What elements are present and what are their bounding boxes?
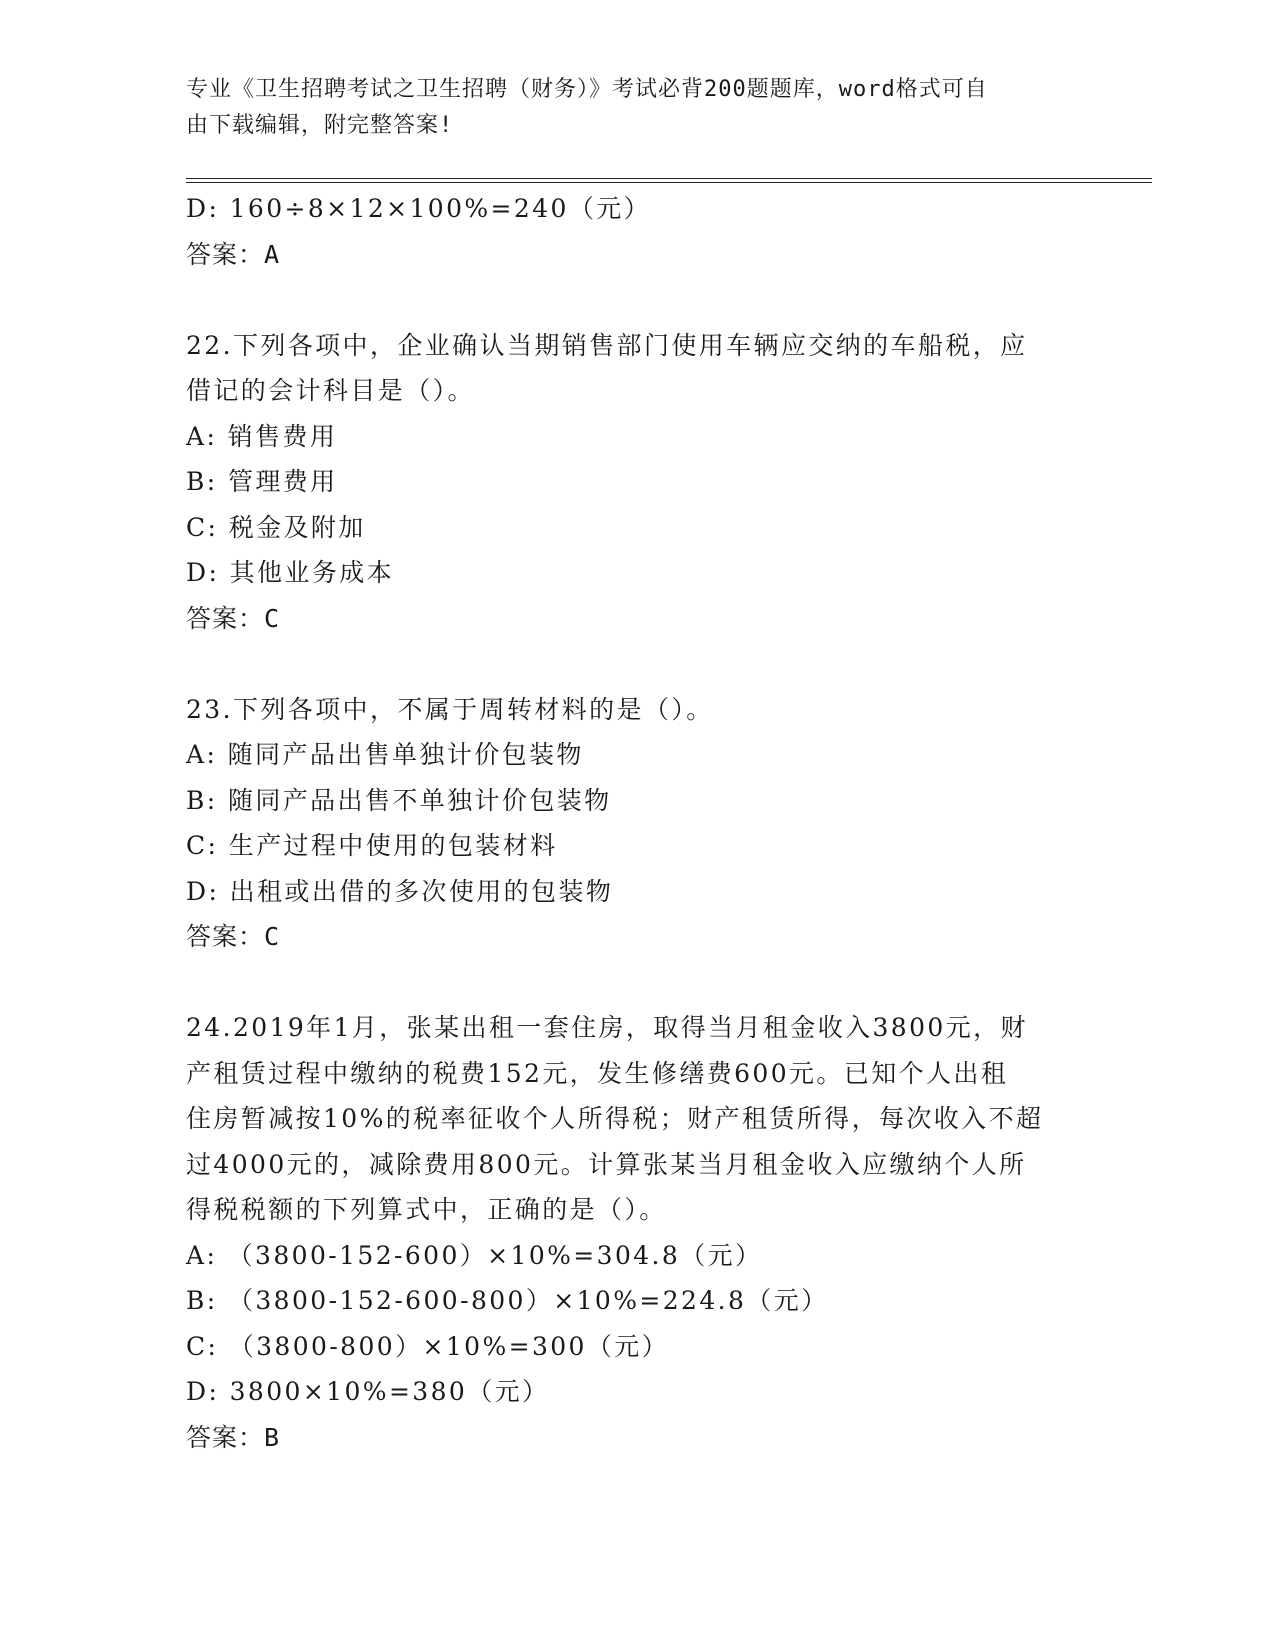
q22-option-d: D: 其他业务成本: [186, 558, 395, 587]
q23-answer: 答案：C: [186, 922, 281, 951]
q24-stem-line-4: 过4000元的，减除费用800元。计算张某当月租金收入应缴纳个人所: [186, 1149, 1027, 1179]
q22-answer: 答案：C: [186, 603, 281, 633]
header-divider-top: [186, 178, 1152, 179]
question-list: [186, 186, 1086, 1460]
q23-option-b: B: 随同产品出售不单独计价包装物: [186, 785, 612, 815]
q23-option-c: C: 生产过程中使用的包装材料: [186, 831, 558, 860]
q23-option-a: A: 随同产品出售单独计价包装物: [186, 740, 584, 769]
header-line-1: 专业《卫生招聘考试之卫生招聘（财务）》考试必背200题题库，word格式可自: [186, 77, 988, 102]
q24-option-a: A: （3800-152-600）×10%=304.8（元）: [186, 1240, 763, 1270]
header-line-2: 由下载编辑，附完整答案!: [186, 113, 454, 138]
q24-answer: 答案：B: [186, 1422, 281, 1452]
q24-stem-line-5: 得税税额的下列算式中，正确的是（）。: [186, 1195, 667, 1224]
spacer: [186, 641, 1086, 687]
spacer: [186, 960, 1086, 1006]
question-23: [186, 687, 1086, 960]
document-header: [186, 72, 1066, 144]
q23-stem-line-1: 23.下列各项中，不属于周转材料的是（）。: [186, 694, 714, 724]
q21-answer: 答案：A: [186, 239, 281, 269]
q24-option-c: C: （3800-800）×10%=300（元）: [186, 1331, 670, 1361]
q24-option-d: D: 3800×10%=380（元）: [186, 1377, 550, 1406]
spacer: [186, 277, 1086, 323]
question-24: [186, 1005, 1086, 1460]
q22-option-c: C: 税金及附加: [186, 512, 366, 542]
q22-option-a: A: 销售费用: [186, 421, 338, 451]
q22-option-b: B: 管理费用: [186, 467, 338, 496]
q21-option-d: D: 160÷8×12×100%=240（元）: [186, 194, 652, 223]
q23-option-d: D: 出租或出借的多次使用的包装物: [186, 876, 614, 906]
q24-option-b: B: （3800-152-600-800）×10%=224.8（元）: [186, 1286, 829, 1315]
q22-stem-line-1: 22.下列各项中，企业确认当期销售部门使用车辆应交纳的车船税，应: [186, 330, 1028, 360]
q24-stem-line-3: 住房暂减按10%的税率征收个人所得税；财产租赁所得，每次收入不超: [186, 1104, 1044, 1133]
header-divider-bottom: [186, 182, 1152, 183]
q24-stem-line-2: 产租赁过程中缴纳的税费152元，发生修缮费600元。已知个人出租: [186, 1058, 1009, 1088]
q24-stem-line-1: 24.2019年1月，张某出租一套住房，取得当月租金收入3800元，财: [186, 1013, 1028, 1042]
question-21: [186, 186, 1086, 277]
q22-stem-line-2: 借记的会计科目是（）。: [186, 376, 475, 405]
question-22: [186, 323, 1086, 642]
